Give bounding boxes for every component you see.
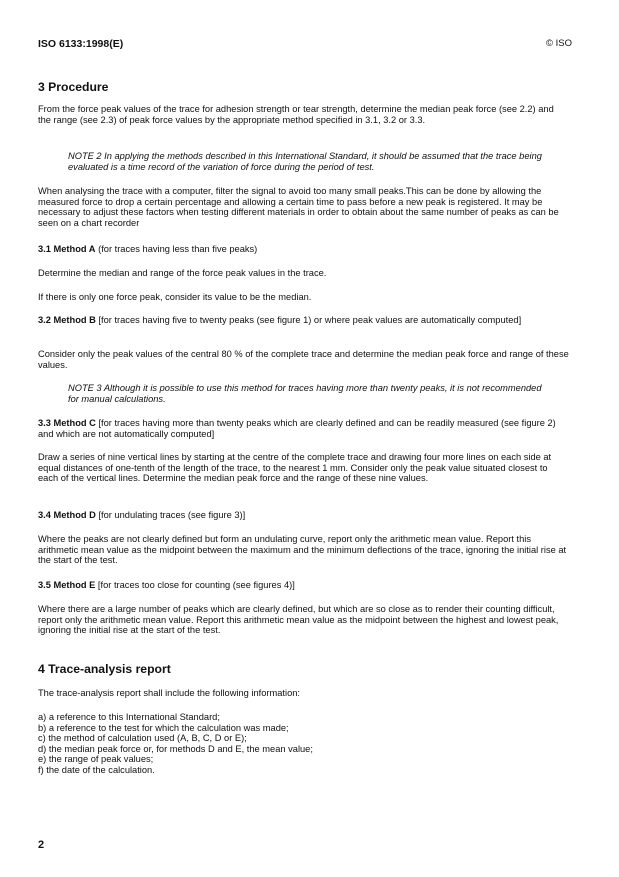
method-b-paragraph-1: Consider only the peak values of the central 80 % of the complete trace and determine the median peak force and range of these values. [38, 349, 569, 370]
method-e-paragraph-1: Where there are a large number of peaks which are clearly defined, but which are so close as to render their counting difficult, report only the arithmetic mean value. Report this arithmetic mean value as the midpoint between the highest and lowest peak, ignoring the initial rise at the start of the test. [38, 604, 559, 636]
method-a-paragraph-1: Determine the median and range of the force peak values in the trace. [38, 268, 327, 278]
copyright-notice: © ISO [545, 38, 572, 49]
method-a-paragraph-2: If there is only one force peak, consider its value to be the median. [38, 292, 312, 302]
method-b-heading [38, 315, 538, 326]
section-4-title: 4 Trace-analysis report [38, 662, 171, 676]
method-c-label: 3.3 Method C [38, 418, 96, 428]
method-d-paragraph-1: Where the peaks are not clearly defined but form an undulating curve, report only the arithmetic mean value. Report this arithmetic mean value as the midpoint between the maximum and the minimum deflections of the trace, ignoring the initial rise at the start of the test. [38, 534, 567, 566]
method-c-scope: [for traces having more than twenty peaks which are clearly defined and can be readily measured (see figure 2) and which are not automatically computed] [38, 418, 556, 439]
method-a-heading [38, 244, 576, 255]
method-e-heading [38, 580, 576, 591]
method-d-heading [38, 510, 576, 521]
list-item: f) the date of the calculation. [38, 764, 155, 775]
note-2: NOTE 2 In applying the methods described in this International Standard, it should be assumed that the trace being evaluated is a time record of the variation of force during the period of test. [68, 151, 542, 172]
method-e-scope: [for traces too close for counting (see figures 4)] [95, 580, 295, 590]
method-d-scope: [for undulating traces (see figure 3)] [95, 510, 246, 520]
list-item: e) the range of peak values; [38, 754, 154, 765]
page-header [38, 39, 572, 53]
list-item: a) a reference to this International Standard; [38, 712, 220, 722]
method-a-label: 3.1 Method A [38, 244, 96, 254]
method-b-scope: [for traces having five to twenty peaks (see figure 1) or where peak values are automatically computed] [95, 315, 522, 325]
report-items-list [38, 712, 576, 776]
section-3-title: 3 Procedure [38, 80, 109, 94]
computer-analysis-paragraph: When analysing the trace with a computer, filter the signal to avoid too many small peaks.This can be done by allowing the measured force to drop a certain percentage and allowing a certain time to pass before a new peak is registered. It may be necessary to adjust these factors when testing different materials in order to obtain about the same number of peaks as can be seen on a chart recorder [38, 186, 559, 228]
document-id: ISO 6133:1998(E) [38, 38, 124, 50]
method-e-label: 3.5 Method E [38, 580, 96, 590]
list-item: d) the median peak force or, for methods D and E, the mean value; [38, 743, 313, 754]
note-3: NOTE 3 Although it is possible to use this method for traces having more than twenty peaks, it is not recommended for manual calculations. [68, 383, 542, 404]
list-item: b) a reference to the test for which the calculation was made; [38, 722, 289, 733]
method-a-scope: (for traces having less than five peaks) [95, 244, 258, 254]
page-number: 2 [38, 839, 45, 851]
method-c-heading [38, 418, 558, 439]
method-b-label: 3.2 Method B [38, 315, 96, 325]
list-item: c) the method of calculation used (A, B, C, D or E); [38, 733, 247, 744]
section-3-intro: From the force peak values of the trace for adhesion strength or tear strength, determine the median peak force (see 2.2) and the range (see 2.3) of peak force values by the appropriate method specified in 3.1, 3.2 or 3.3. [38, 104, 554, 125]
method-d-label: 3.4 Method D [38, 510, 96, 520]
section-4-intro: The trace-analysis report shall include the following information: [38, 688, 300, 698]
method-c-paragraph-1: Draw a series of nine vertical lines by starting at the centre of the complete trace and drawing four more lines on each side at equal distances of one-tenth of the length of the trace, to the nearest 1 mm. Consider only the peak value situated closest to each of the vertical lines. Determine the median peak force and the range of these nine values. [38, 452, 552, 484]
